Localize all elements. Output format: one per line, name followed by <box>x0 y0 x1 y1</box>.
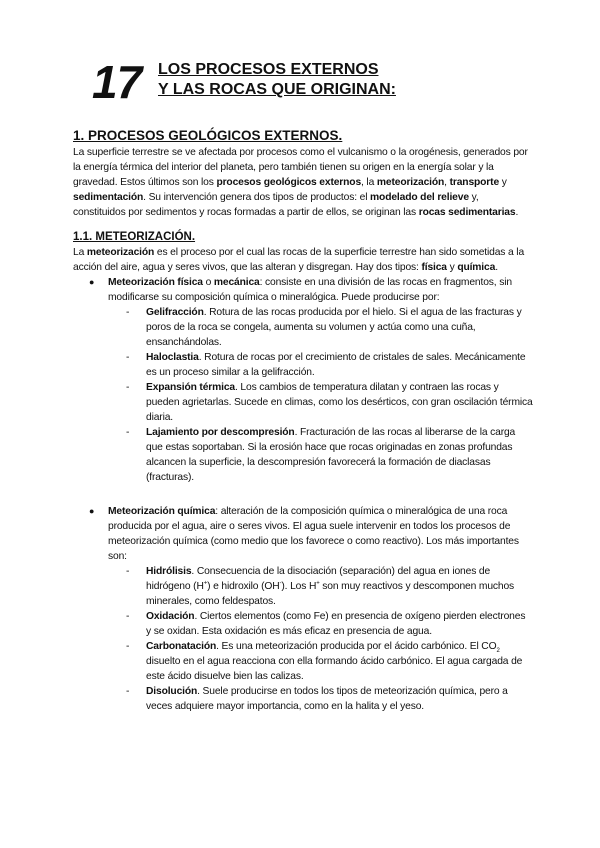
list-item-fisica <box>73 275 533 485</box>
text-run: . Suele producirse en todos los tipos de meteorización química, pero a veces adquiere mayor importancia, como en la halita y el yeso. <box>146 686 508 712</box>
superscript: + <box>203 580 208 587</box>
text-run: . Fracturación de las rocas al liberarse de la carga que estas soportaban. Si la erosión hace que rocas originadas en zonas profundas alcancen la superficie, la descompresión favorecerá la formación de diaclasas (fracturas). <box>146 427 516 483</box>
text-run: : consiste en una división de las rocas en fragmentos, sin modificarse su composición química o mineralógica. Puede producirse por: <box>108 277 512 303</box>
text-run: y, constituidos por sedimentos y rocas formadas a partir de ellos, se originan las <box>73 192 479 218</box>
list-item <box>108 639 533 684</box>
text-run: : alteración de la composición química o mineralógica de una roca producida por el agua, aire o seres vivos. El agua suele intervenir en todos los procesos de meteorización química (como medio que los favorece o como reactivo). Los más importantes son: <box>108 506 519 562</box>
document-body <box>73 128 533 714</box>
bold-term: Meteorización física <box>108 277 203 288</box>
text-run: . <box>495 262 498 273</box>
bold-term: Meteorización química <box>108 506 216 517</box>
list-item <box>108 564 533 609</box>
text-run: son muy reactivos y descomponen muchos minerales, como feldespatos. <box>146 581 515 607</box>
meteorizacion-types-list <box>73 275 533 714</box>
text-run: . Los cambios de temperatura dilatan y contraen las rocas y pueden agrietarlas. Sucede en climas, como los desérticos, con gran oscilación térmica diaria. <box>146 382 533 423</box>
bold-term: Oxidación <box>146 611 195 622</box>
dash-icon: - <box>126 427 130 438</box>
dash-icon: - <box>126 352 130 363</box>
text-run: . Es una meteorización producida por el ácido carbónico. El CO <box>216 641 497 652</box>
text-run: . Su intervención genera dos tipos de productos: el <box>143 192 371 203</box>
text-run: . Rotura de las rocas producida por el hielo. Si el agua de las fracturas y poros de la roca se congela, aumenta su volumen y actúa como una cuña, ensanchándolas. <box>146 307 522 348</box>
bold-term: meteorización <box>376 177 445 188</box>
list-item <box>108 425 533 485</box>
chapter-number: 17 <box>92 56 142 108</box>
section-heading-1-1: 1.1. METEORIZACIÓN. <box>73 231 196 243</box>
chapter-title-line2: Y LAS ROCAS QUE ORIGINAN: <box>158 81 396 98</box>
subscript: 2 <box>496 648 500 655</box>
bold-term: Hidrólisis <box>146 566 192 577</box>
text-run: ). Los H <box>281 581 317 592</box>
list-item <box>108 609 533 639</box>
text-run: es el proceso por el cual las rocas de la superficie terrestre han sido sometidas a la acción del aire, agua y seres vivos, que las alteran y disgregan. Hay dos tipos: <box>73 247 525 273</box>
dash-icon: - <box>126 566 130 577</box>
text-run: , la <box>361 177 377 188</box>
superscript: + <box>316 580 320 587</box>
text-run: y <box>499 177 507 188</box>
text-run: . Rotura de rocas por el crecimiento de cristales de sales. Mecánicamente es un proceso similar a la gelifracción. <box>146 352 526 378</box>
dash-icon: - <box>126 641 130 652</box>
meteorizacion-intro <box>73 245 533 275</box>
bold-term: Haloclastia <box>146 352 199 363</box>
text-run: La <box>73 247 87 258</box>
text-run: . Consecuencia de la disociación (separación) del agua en iones de hidrógeno (H <box>146 566 491 592</box>
bold-term: física <box>421 262 447 273</box>
bold-term: meteorización <box>86 247 155 258</box>
bold-term: Disolución <box>146 686 198 697</box>
text-run: . <box>515 207 519 218</box>
text-run: . Ciertos elementos (como Fe) en presencia de oxígeno pierden electrones y se oxidan. Esta oxidación es más eficaz en presencia de agua. <box>146 611 526 637</box>
section-heading-1: 1. PROCESOS GEOLÓGICOS EXTERNOS. <box>73 128 343 143</box>
bold-term: sedimentación <box>73 192 144 203</box>
text-run: La superficie terrestre se ve afectada por procesos como el vulcanismo o la orogénesis, generados por la energía térmica del interior del planeta, pero también tienen su origen en la energía solar y la gravedad. Estos últimos son los <box>73 147 528 188</box>
bold-term: mecánica <box>213 277 260 288</box>
bold-term: Lajamiento por descompresión <box>146 427 295 438</box>
bold-term: Carbonatación <box>146 641 217 652</box>
text-run: disuelto en el agua reacciona con ella formando ácido carbónico. El agua cargada de este ácido disuelve bien las calizas. <box>146 656 523 682</box>
list-item <box>108 305 533 350</box>
text-run: y <box>446 262 458 273</box>
dash-icon: - <box>126 307 130 318</box>
list-item <box>108 350 533 380</box>
section-1-paragraph <box>73 145 533 220</box>
chapter-title <box>158 60 396 100</box>
bold-term: Gelifracción <box>146 307 204 318</box>
bullet-icon: ● <box>89 277 95 287</box>
text-run: ) e hidroxilo (OH <box>207 581 280 592</box>
bold-term: química <box>457 262 496 273</box>
bold-term: procesos geológicos externos <box>216 177 362 188</box>
bold-term: Expansión térmica <box>146 382 236 393</box>
dash-icon: - <box>126 382 130 393</box>
list-item-quimica <box>73 504 533 714</box>
bold-term: modelado del relieve <box>370 192 469 203</box>
list-item <box>108 684 533 714</box>
list-item <box>108 380 533 425</box>
bullet-icon: ● <box>89 506 95 516</box>
text-run: o <box>202 277 214 288</box>
dash-icon: - <box>126 686 130 697</box>
quimica-sublist <box>108 564 533 714</box>
bold-term: transporte <box>449 177 500 188</box>
dash-icon: - <box>126 611 130 622</box>
fisica-sublist <box>108 305 533 485</box>
text-run: , <box>444 177 450 188</box>
bold-term: rocas sedimentarias <box>418 207 516 218</box>
chapter-title-line1: LOS PROCESOS EXTERNOS <box>158 61 379 78</box>
superscript: - <box>279 580 282 587</box>
